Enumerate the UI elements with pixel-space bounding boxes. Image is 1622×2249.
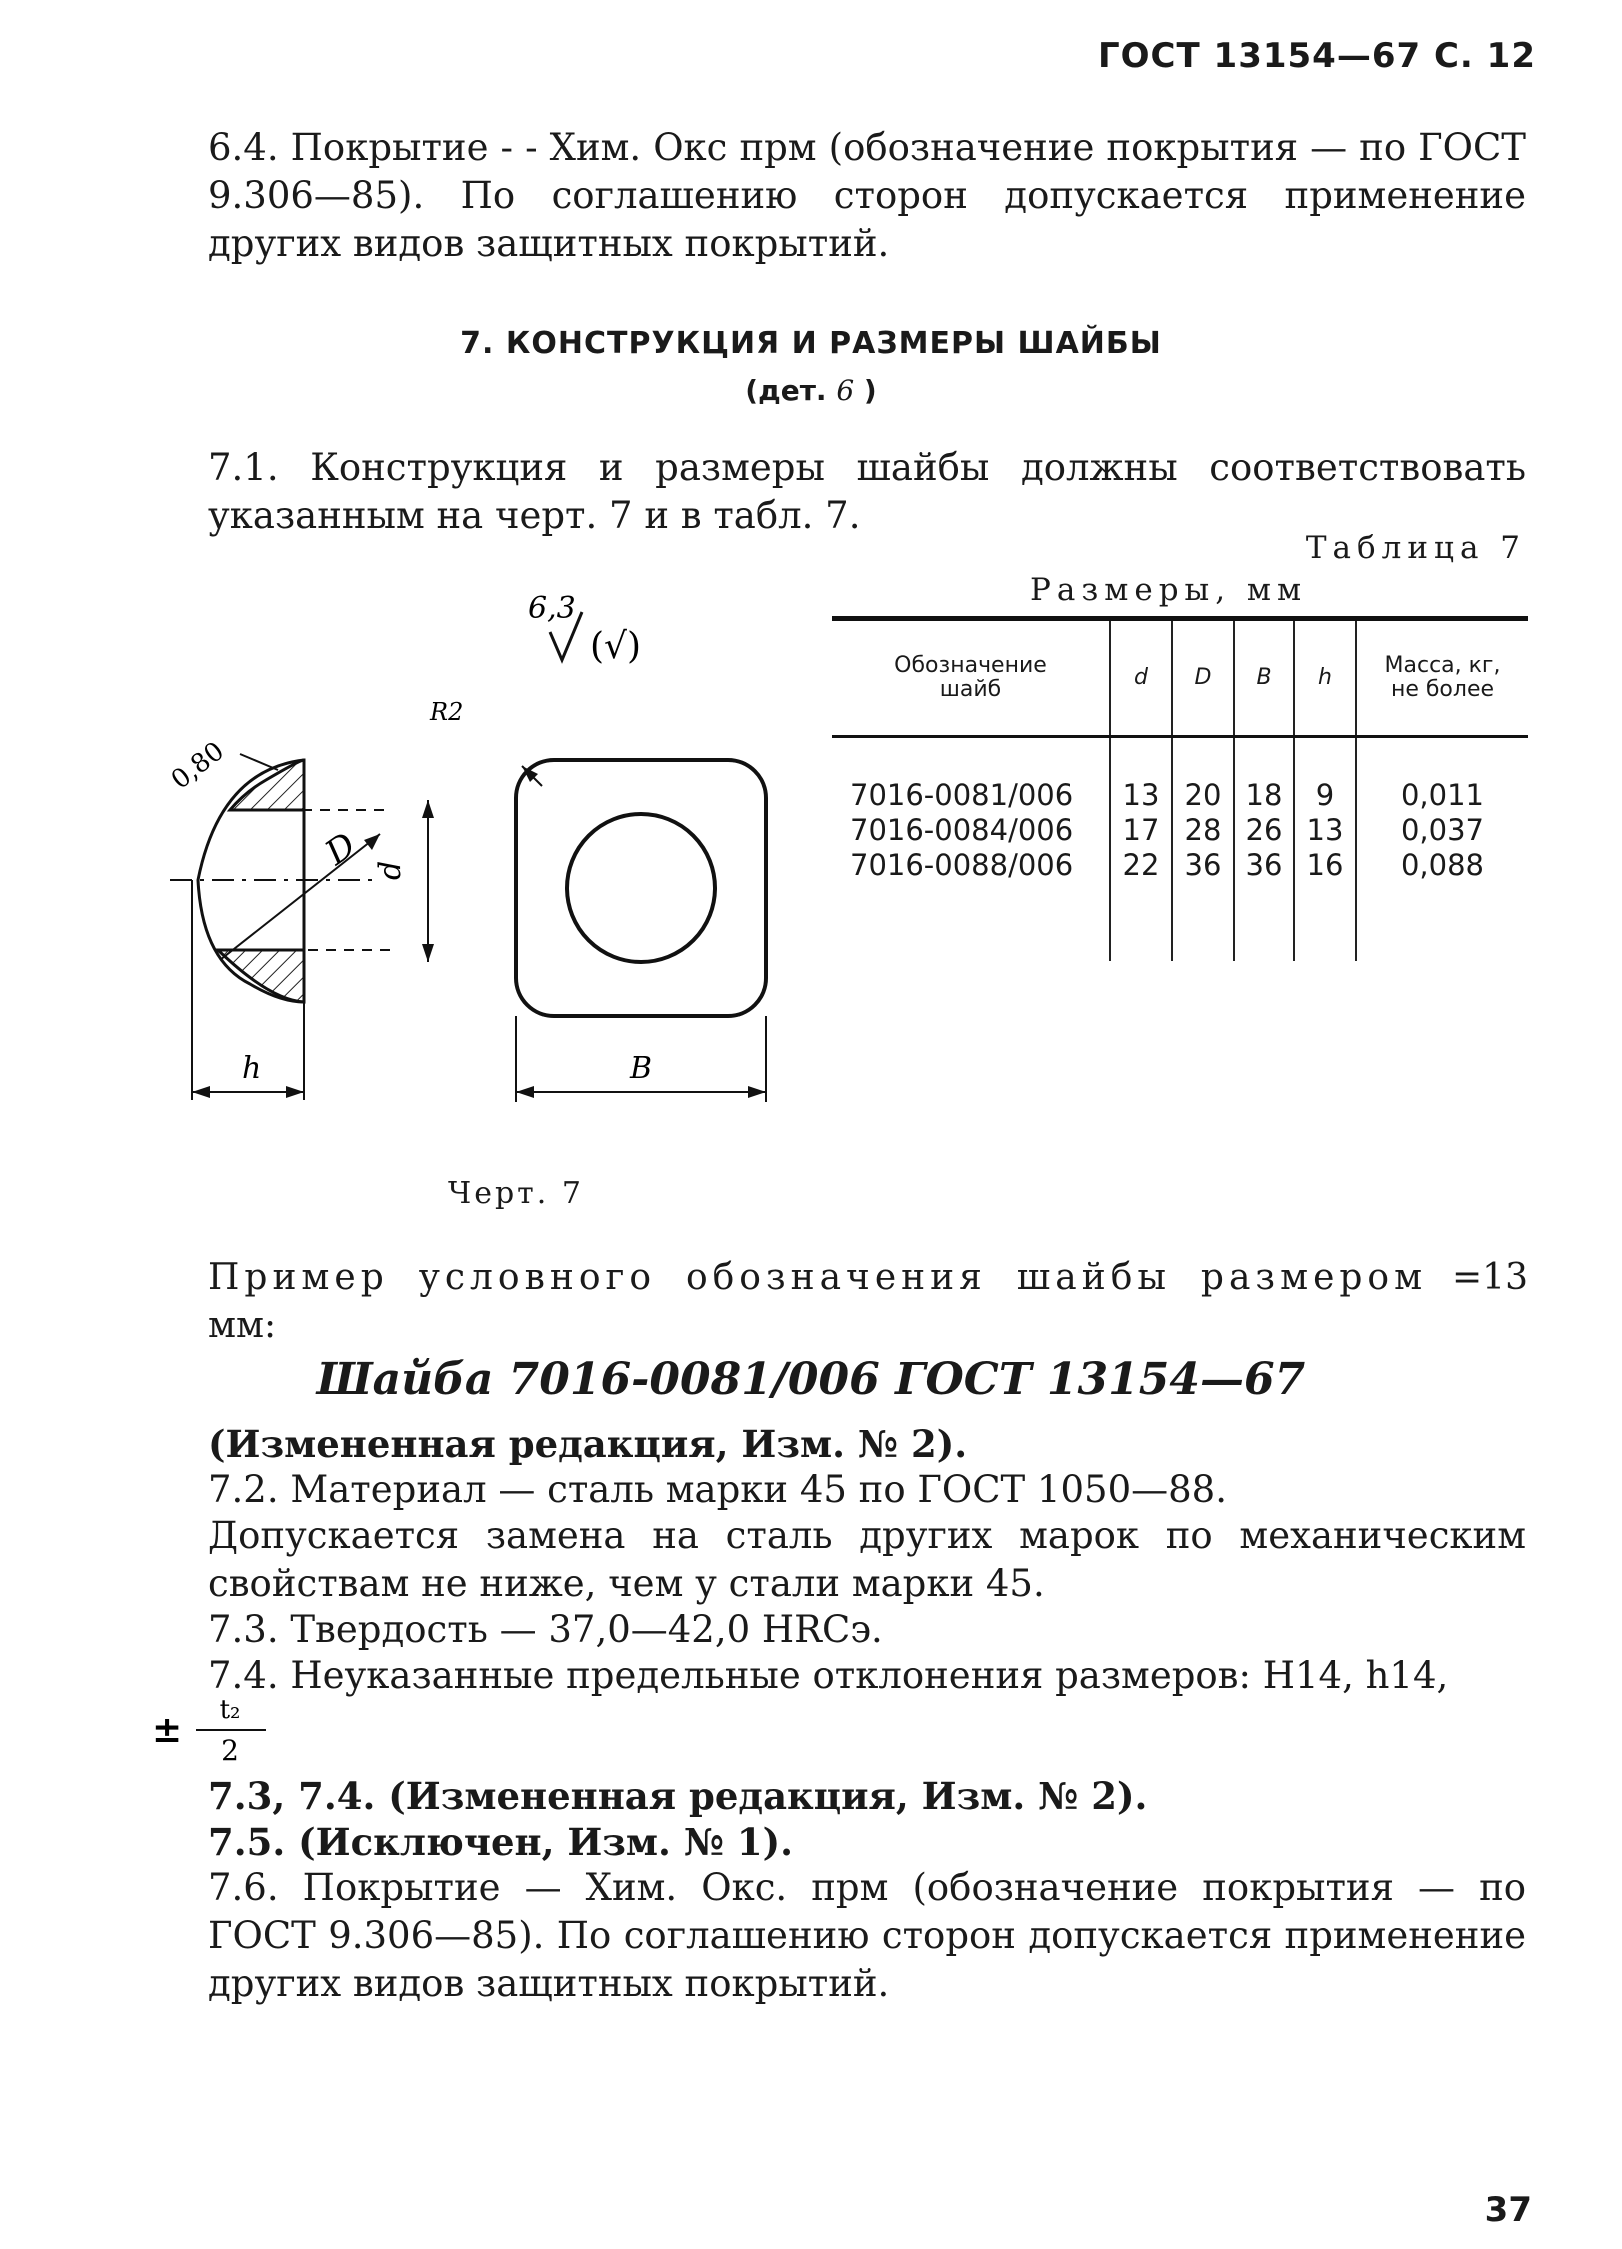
cell: 13	[1122, 778, 1160, 812]
roughness-value: 6,3	[528, 591, 576, 626]
cell: 0,011	[1400, 778, 1485, 812]
col-d	[1110, 737, 1172, 962]
example-paragraph	[208, 1254, 1528, 1350]
table-header-row	[832, 619, 1528, 737]
col-mass	[1356, 737, 1528, 962]
paragraph-6-4: 6.4. Покрытие - - Хим. Окс прм (обозначение покрытия — по ГОСТ 9.306—85). По соглашению сторон допускается применение других видов защитных покрытий.	[208, 126, 1526, 265]
paragraph-7-6: 7.6. Покрытие — Хим. Окс. прм (обозначение покрытия — по ГОСТ 9.306—85). По соглашению сторон допускается применение других видов защитных покрытий.	[208, 1866, 1526, 2005]
cell: 7016-0088/006	[850, 848, 1074, 882]
col-designation	[832, 737, 1110, 962]
front-view	[429, 698, 766, 1102]
label-h: h	[242, 1051, 262, 1086]
label-R: R2	[430, 698, 464, 726]
hatch-top	[230, 760, 304, 810]
paragraph-7-2-substitution: Допускается замена на сталь других марок по механическим свойствам не ниже, чем у стали марки 45.	[208, 1514, 1526, 1605]
cell: 7016-0084/006	[850, 813, 1074, 847]
dimensions-table	[832, 616, 1528, 961]
cell: 28	[1184, 813, 1222, 847]
D-arrow-icon	[364, 834, 380, 850]
cell: 0,088	[1400, 848, 1485, 882]
figure-caption: Черт. 7	[448, 1176, 584, 1211]
square-outline	[516, 760, 766, 1016]
header-D: D	[1172, 619, 1234, 737]
amendment-note-1: (Измененная редакция, Изм. № 2).	[208, 1422, 968, 1466]
cell: 22	[1122, 848, 1160, 882]
header-d: d	[1110, 619, 1172, 737]
header-h: h	[1294, 619, 1356, 737]
col-D	[1172, 737, 1234, 962]
table-body-row	[832, 737, 1528, 962]
cell: 7016-0081/006	[850, 778, 1074, 812]
cell: 18	[1245, 778, 1283, 812]
section-subtitle	[0, 374, 1622, 407]
roughness-extra: (√)	[590, 626, 642, 667]
bore-circle	[567, 814, 715, 962]
tolerance-denominator: 2	[221, 1734, 239, 1767]
example-designation: Шайба 7016-0081/006 ГОСТ 13154—67	[316, 1354, 1306, 1405]
header-mass	[1356, 619, 1528, 737]
cell: 36	[1184, 848, 1222, 882]
chamfer-leader	[240, 754, 278, 770]
paragraph-7-1: 7.1. Конструкция и размеры шайбы должны соответствовать указанным на черт. 7 и в табл. 7.	[208, 446, 1526, 537]
header-mass-line2: не более	[1390, 677, 1495, 702]
washer-drawing	[150, 570, 830, 1140]
subtitle-number: 6	[836, 374, 855, 407]
table-caption: Таблица 7	[1305, 530, 1526, 566]
header-designation-line2: шайб	[939, 677, 1002, 702]
B-arrow-right-icon	[748, 1086, 766, 1098]
tolerance-numerator: t₂	[219, 1695, 241, 1725]
example-value: =13 мм:	[208, 1257, 1528, 1346]
section-view	[166, 736, 434, 1100]
cell: 16	[1306, 848, 1344, 882]
d-arrow-bottom-icon	[422, 944, 434, 962]
header-mass-line1: Масса, кг,	[1384, 653, 1501, 678]
chamfer-label: 0,80	[165, 736, 230, 796]
tolerance-fraction	[150, 1692, 350, 1772]
section-title: 7. КОНСТРУКЦИЯ И РАЗМЕРЫ ШАЙБЫ	[460, 326, 1162, 361]
B-arrow-left-icon	[516, 1086, 534, 1098]
tolerance-sign: ±	[152, 1709, 183, 1751]
cell: 9	[1315, 778, 1335, 812]
d-arrow-top-icon	[422, 800, 434, 818]
amendment-note-2: 7.3, 7.4. (Измененная редакция, Изм. № 2).	[208, 1774, 1148, 1818]
label-B: B	[630, 1051, 653, 1086]
paragraph-7-4: 7.4. Неуказанные предельные отклонения размеров: H14, h14,	[208, 1654, 1449, 1697]
cell: 13	[1306, 813, 1344, 847]
page-number: 37	[1484, 2190, 1532, 2230]
h-arrow-left-icon	[192, 1086, 210, 1098]
label-d: d	[373, 860, 408, 880]
cell: 0,037	[1400, 813, 1485, 847]
cell: 17	[1122, 813, 1160, 847]
header-designation	[832, 619, 1110, 737]
hatch-bottom	[218, 950, 304, 1002]
col-h	[1294, 737, 1356, 962]
cell: 36	[1245, 848, 1283, 882]
cell: 20	[1184, 778, 1222, 812]
col-B	[1234, 737, 1294, 962]
h-arrow-right-icon	[286, 1086, 304, 1098]
label-D: D	[318, 824, 364, 874]
paragraph-7-5: 7.5. (Исключен, Изм. № 1).	[208, 1820, 794, 1864]
cell: 26	[1245, 813, 1283, 847]
subtitle-suffix: )	[863, 374, 877, 407]
header-designation-line1: Обозначение	[894, 653, 1047, 678]
page-header: ГОСТ 13154—67 С. 12	[1097, 36, 1536, 76]
paragraph-7-2: 7.2. Материал — сталь марки 45 по ГОСТ 1050—88.	[208, 1468, 1227, 1511]
paragraph-7-3: 7.3. Твердость — 37,0—42,0 HRCэ.	[208, 1608, 883, 1651]
table-units: Размеры, мм	[1030, 572, 1308, 608]
example-intro: Пример условного обозначения шайбы размером	[208, 1257, 1428, 1298]
subtitle-prefix: (дет.	[745, 374, 827, 407]
header-B: B	[1234, 619, 1294, 737]
